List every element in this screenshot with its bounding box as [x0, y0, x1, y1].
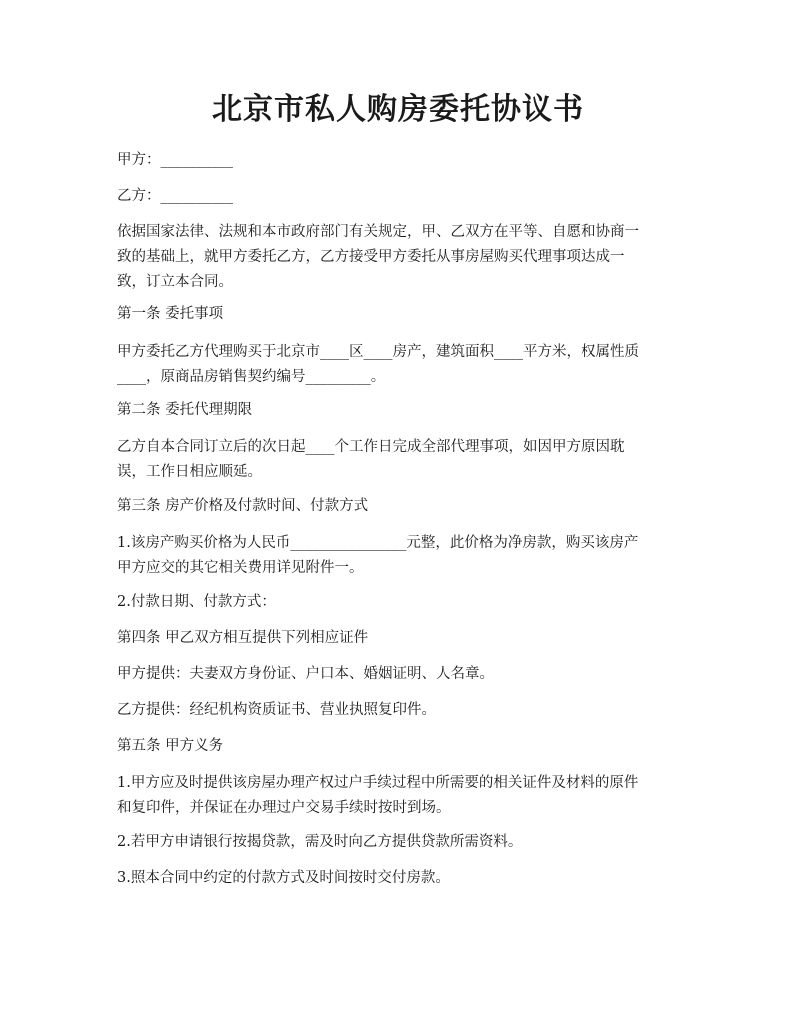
article-4-party-a: 甲方提供：夫妻双方身份证、户口本、婚姻证明、人名章。	[117, 666, 494, 682]
article-5-item-1-line: 1.甲方应及时提供该房屋办理产权过户手续过程中所需要的相关证件及材料的原件	[117, 775, 639, 791]
preamble-line: 依据国家法律、法规和本市政府部门有关规定，甲、乙双方在平等、自愿和协商一	[117, 224, 639, 240]
article-2-line: 误，工作日相应顺延。	[117, 464, 262, 480]
preamble-line: 致，订立本合同。	[117, 274, 233, 290]
article-3-item-1-line: 1.该房产购买价格为人民币________________元整，此价格为净房款，购买该房产	[117, 535, 639, 551]
party-a-line: 甲方：__________	[117, 152, 233, 168]
article-1-heading: 第一条 委托事项	[117, 306, 224, 322]
article-1-line: ____，原商品房销售契约编号_________。	[117, 369, 386, 385]
article-3-heading: 第三条 房产价格及付款时间、付款方式	[117, 498, 369, 514]
document-title: 北京市私人购房委托协议书	[212, 92, 584, 127]
article-4-party-b: 乙方提供：经纪机构资质证书、营业执照复印件。	[117, 702, 436, 718]
article-4-heading: 第四条 甲乙双方相互提供下列相应证件	[117, 630, 369, 646]
article-3-item-2: 2.付款日期、付款方式：	[117, 594, 276, 610]
article-1-line: 甲方委托乙方代理购买于北京市____区____房产，建筑面积____平方米，权属性质	[117, 344, 639, 360]
article-2-heading: 第二条 委托代理期限	[117, 402, 253, 418]
article-5-heading: 第五条 甲方义务	[117, 738, 224, 754]
article-3-item-1-line: 甲方应交的其它相关费用详见附件一。	[117, 560, 364, 576]
article-5-item-3: 3.照本合同中约定的付款方式及时间按时交付房款。	[117, 870, 450, 886]
preamble-line: 致的基础上，就甲方委托乙方，乙方接受甲方委托从事房屋购买代理事项达成一	[117, 249, 625, 265]
party-b-line: 乙方：__________	[117, 188, 233, 204]
article-5-item-1-line: 和复印件，并保证在办理过户交易手续时按时到场。	[117, 800, 451, 816]
article-2-line: 乙方自本合同订立后的次日起____个工作日完成全部代理事项，如因甲方原因耽	[117, 439, 625, 455]
article-5-item-2: 2.若甲方申请银行按揭贷款，需及时向乙方提供贷款所需资料。	[117, 834, 523, 850]
